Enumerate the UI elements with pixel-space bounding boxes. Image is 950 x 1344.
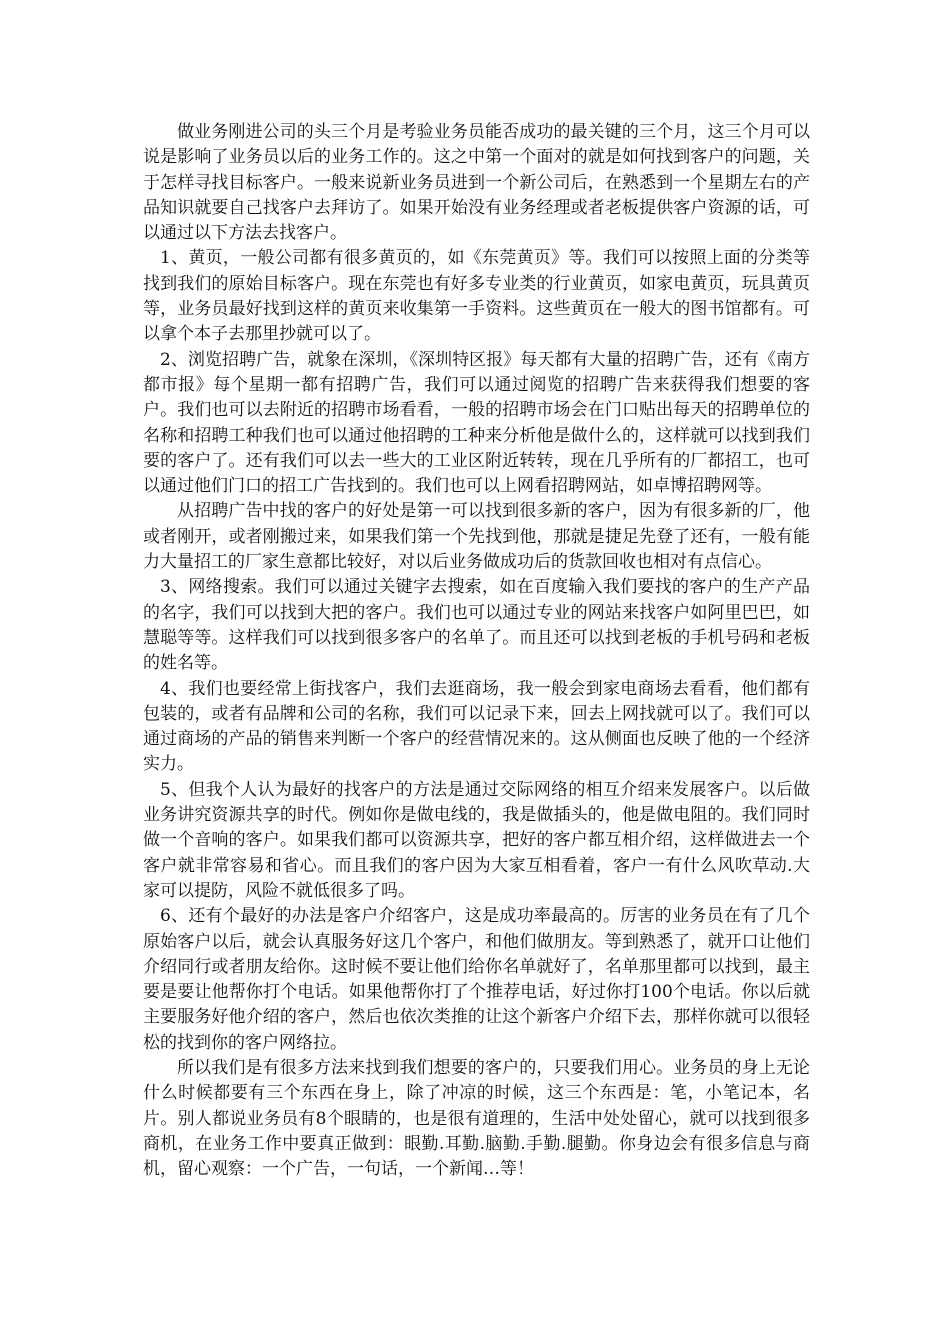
document-body bbox=[143, 120, 810, 1182]
paragraph-conclusion: 所以我们是有很多方法来找到我们想要的客户的，只要我们用心。业务员的身上无论什么时候都要有三个东西在身上，除了冲凉的时候，这三个东西是：笔，小笔记本，名片。别人都说业务员有8个眼睛的，也是很有道理的，生活中处处留心，就可以找到很多商机，在业务工作中要真正做到：眼勤.耳勤.脑勤.手勤.腿勤。你身边会有很多信息与商机，留心观察：一个广告，一句话，一个新闻…等！ bbox=[143, 1057, 810, 1180]
paragraph-method-3: 3、网络搜索。我们可以通过关键字去搜索，如在百度输入我们要找的客户的生产产品的名字，我们可以找到大把的客户。我们也可以通过专业的网站来找客户如阿里巴巴，如慧聪等等。这样我们可以找到很多客户的名单了。而且还可以找到老板的手机号码和老板的姓名等。 bbox=[143, 577, 810, 674]
paragraph-intro: 做业务刚进公司的头三个月是考验业务员能否成功的最关键的三个月，这三个月可以说是影响了业务员以后的业务工作的。这之中第一个面对的就是如何找到客户的问题，关于怎样寻找目标客户。一般来说新业务员进到一个新公司后，在熟悉到一个星期左右的产品知识就要自己找客户去拜访了。如果开始没有业务经理或者老板提供客户资源的话，可以通过以下方法去找客户。 bbox=[143, 122, 810, 244]
paragraph-method-2-benefits: 从招聘广告中找的客户的好处是第一可以找到很多新的客户，因为有很多新的厂，他或者刚开，或者刚搬过来，如果我们第一个先找到他，那就是捷足先登了还有，一般有能力大量招工的厂家生意都比较好，对以后业务做成功后的货款回收也相对有点信心。 bbox=[143, 501, 810, 573]
paragraph-method-1: 1、黄页，一般公司都有很多黄页的，如《东莞黄页》等。我们可以按照上面的分类等找到我们的原始目标客户。现在东莞也有好多专业类的行业黄页，如家电黄页，玩具黄页等，业务员最好找到这样的黄页来收集第一手资料。这些黄页在一般大的图书馆都有。可以拿个本子去那里抄就可以了。 bbox=[143, 248, 810, 345]
paragraph-method-5: 5、但我个人认为最好的找客户的方法是通过交际网络的相互介绍来发展客户。以后做业务讲究资源共享的时代。例如你是做电线的，我是做插头的，他是做电阻的。我们同时做一个音响的客户。如果我们都可以资源共享，把好的客户都互相介绍，这样做进去一个客户就非常容易和省心。而且我们的客户因为大家互相看着，客户一有什么风吹草动.大家可以提防，风险不就低很多了吗。 bbox=[143, 779, 810, 901]
paragraph-method-2: 2、浏览招聘广告，就象在深圳，《深圳特区报》每天都有大量的招聘广告，还有《南方都市报》每个星期一都有招聘广告，我们可以通过阅览的招聘广告来获得我们想要的客户。我们也可以去附近的招聘市场看看，一般的招聘市场会在门口贴出每天的招聘单位的名称和招聘工种我们也可以通过他招聘的工种来分析他是做什么的，这样就可以找到我们要的客户了。还有我们可以去一些大的工业区附近转转，现在几乎所有的厂都招工，也可以通过他们门口的招工广告找到的。我们也可以上网看招聘网站，如卓博招聘网等。 bbox=[143, 349, 810, 497]
paragraph-method-6: 6、还有个最好的办法是客户介绍客户，这是成功率最高的。厉害的业务员在有了几个原始客户以后，就会认真服务好这几个客户，和他们做朋友。等到熟悉了，就开口让他们介绍同行或者朋友给你。这时候不要让他们给你名单就好了，名单那里都可以找到，最主要是要让他帮你打个电话。如果他帮你打了个推荐电话，好过你打100个电话。你以后就主要服务好他介绍的客户，然后也依次类推的让这个新客户介绍下去，那样你就可以很轻松的找到你的客户网络拉。 bbox=[143, 906, 810, 1053]
paragraph-method-4: 4、我们也要经常上街找客户，我们去逛商场，我一般会到家电商场去看看，他们都有包装的，或者有品牌和公司的名称，我们可以记录下来，回去上网找就可以了。我们可以通过商场的产品的销售来判断一个客户的经营情况来的。这从侧面也反映了他的一个经济实力。 bbox=[143, 678, 810, 775]
